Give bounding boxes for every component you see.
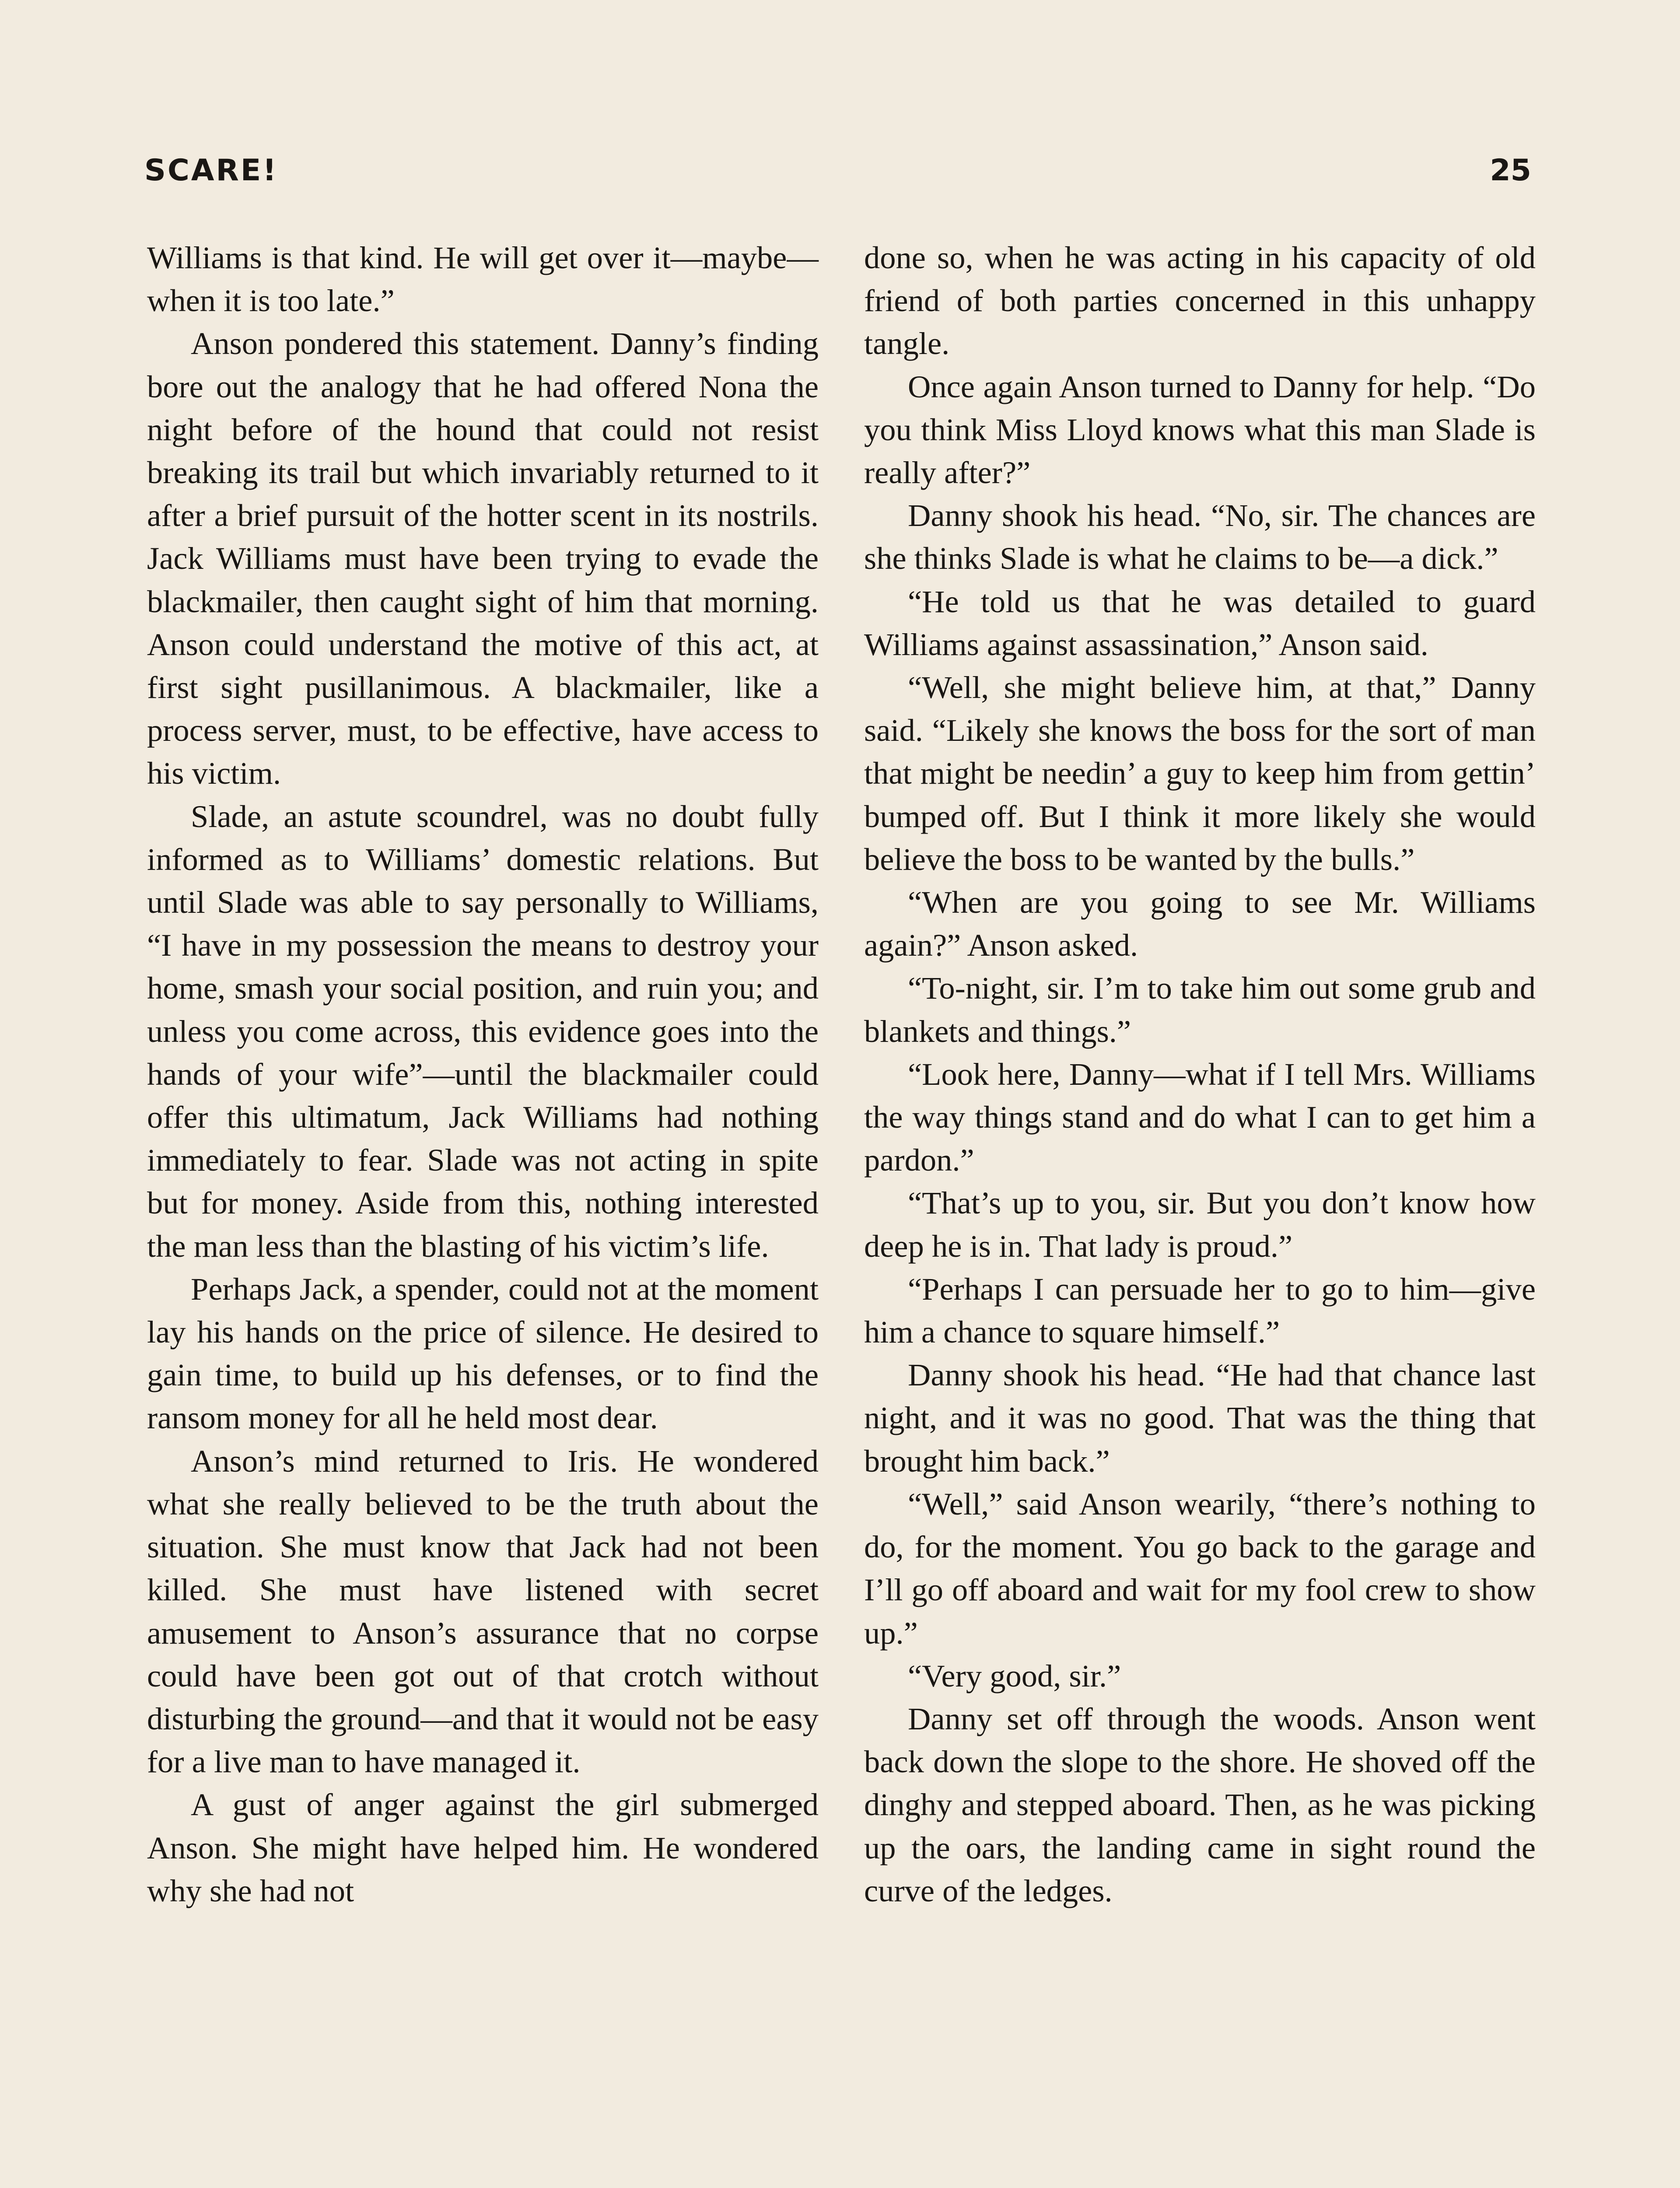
right-column bbox=[864, 236, 1536, 1912]
paragraph: “Perhaps I can persuade her to go to him—give him a chance to square himself.” bbox=[864, 1271, 1536, 1350]
paragraph: “Well,” said Anson wearily, “there’s nothing to do, for the moment. You go back to the garage and I’ll go off aboard and wait for my fool crew to show up.” bbox=[864, 1486, 1536, 1651]
paragraph: Anson pondered this statement. Danny’s finding bore out the analogy that he had offered Nona the night before of the hound that could not resist breaking its trail but which invariably returned to it after a brief pursuit of the hotter scent in its nostrils. Jack Williams must have been trying to evade the blackmailer, then caught sight of him that morning. Anson could understand the motive of this act, at first sight pusillanimous. A blackmailer, like a process server, must, to be effective, have access to his victim. bbox=[147, 326, 819, 791]
paragraph: Danny shook his head. “No, sir. The chances are she thinks Slade is what he claims to be—a dick.” bbox=[864, 498, 1536, 576]
paragraph: Perhaps Jack, a spender, could not at the moment lay his hands on the price of silence. He desired to gain time, to build up his defenses, or to find the ransom money for all he held most dear. bbox=[147, 1271, 819, 1436]
page-number: 25 bbox=[1490, 153, 1531, 188]
paragraph: “Look here, Danny—what if I tell Mrs. Williams the way things stand and do what I can to get him a pardon.” bbox=[864, 1056, 1536, 1178]
paragraph: Once again Anson turned to Danny for help. “Do you think Miss Lloyd knows what this man Slade is really after?” bbox=[864, 368, 1536, 491]
paragraph: “To-night, sir. I’m to take him out some grub and blankets and things.” bbox=[864, 970, 1536, 1049]
left-column bbox=[147, 236, 819, 1912]
paragraph: Slade, an astute scoundrel, was no doubt fully informed as to Williams’ domestic relations. But until Slade was able to say personally to Williams, “I have in my possession the means to destroy your home, smash your social position, and ruin you; and unless you come across, this evidence goes into the hands of your wife”—until the blackmailer could offer this ultimatum, Jack Williams had nothing immediately to fear. Slade was not acting in spite but for money. Aside from this, nothing interested the man less than the blasting of his victim’s life. bbox=[147, 798, 819, 1264]
paragraph: Danny shook his head. “He had that chance last night, and it was no good. That was the thing that brought him back.” bbox=[864, 1357, 1536, 1479]
running-title: SCARE! bbox=[144, 153, 278, 188]
paragraph: Anson’s mind returned to Iris. He wondered what she really believed to be the truth about the situation. She must know that Jack had not been killed. She must have listened with secret amusement to Anson’s assurance that no corpse could have been got out of that crotch without disturbing the ground—and that it would not be easy for a live man to have managed it. bbox=[147, 1443, 819, 1780]
page-header bbox=[144, 153, 1531, 201]
paragraph: done so, when he was acting in his capacity of old friend of both parties concerned in this unhappy tangle. bbox=[864, 240, 1536, 361]
paragraph: “That’s up to you, sir. But you don’t know how deep he is in. That lady is proud.” bbox=[864, 1185, 1536, 1264]
paragraph: Williams is that kind. He will get over it—maybe—when it is too late.” bbox=[147, 240, 819, 319]
paragraph: “When are you going to see Mr. Williams again?” Anson asked. bbox=[864, 884, 1536, 963]
paragraph: Danny set off through the woods. Anson went back down the slope to the shore. He shoved off the dinghy and stepped aboard. Then, as he was picking up the oars, the landing came in sight round the curve of the ledges. bbox=[864, 1701, 1536, 1908]
paragraph: “He told us that he was detailed to guard Williams against assassination,” Anson said. bbox=[864, 583, 1536, 662]
paragraph: “Very good, sir.” bbox=[908, 1658, 1121, 1694]
paragraph: A gust of anger against the girl submerged Anson. She might have helped him. He wondered why she had not bbox=[147, 1787, 819, 1908]
paragraph: “Well, she might believe him, at that,” Danny said. “Likely she knows the boss for the sort of man that might be needin’ a guy to keep him from gettin’ bumped off. But I think it more likely she would believe the boss to be wanted by the bulls.” bbox=[864, 670, 1536, 877]
